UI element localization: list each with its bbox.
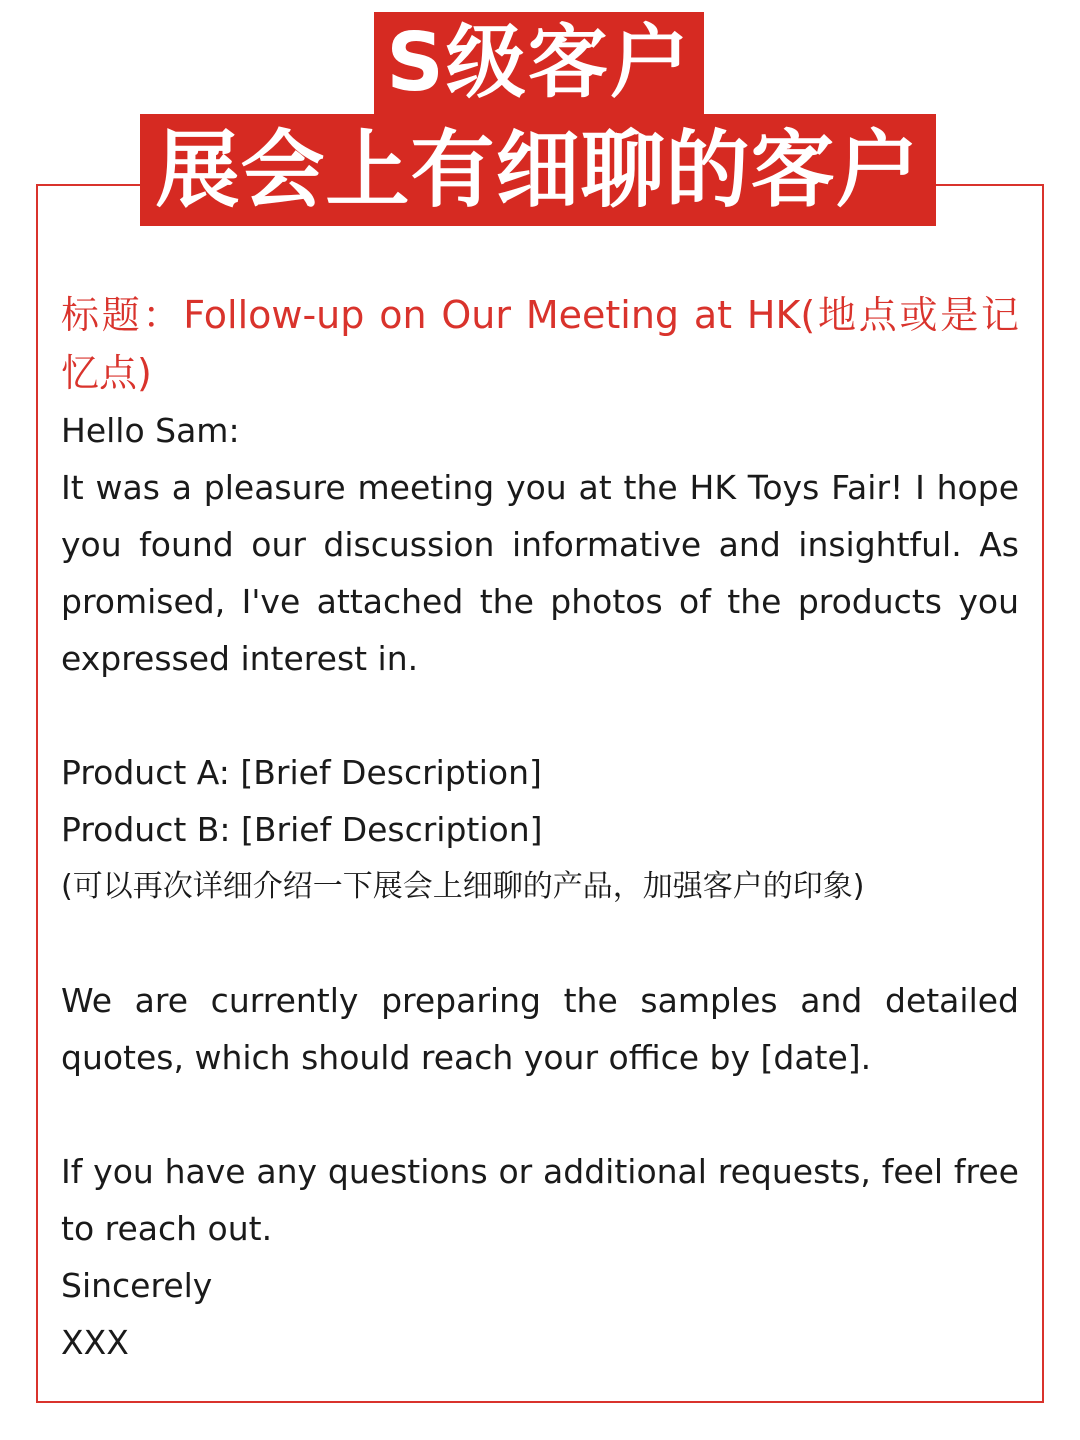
title-banner-top: S级客户 [374, 12, 704, 114]
spacer [61, 915, 1019, 972]
email-subject: 标题：Follow-up on Our Meeting at HK(地点或是记忆点) [61, 293, 1019, 395]
product-note: (可以再次详细介绍一下展会上细聊的产品，加强客户的印象) [61, 869, 865, 904]
title-banner-bottom: 展会上有细聊的客户 [140, 114, 936, 226]
email-body [61, 286, 1019, 1371]
spacer [61, 687, 1019, 744]
email-paragraph-samples: We are currently preparing the samples and detailed quotes, which should reach your office by [date]. [61, 981, 1019, 1077]
product-b-line: Product B: [Brief Description] [61, 810, 543, 849]
email-paragraph-intro: It was a pleasure meeting you at the HK Toys Fair! I hope you found our discussion informative and insightful. As promised, I've attached the photos of the products you expressed interest in. [61, 468, 1019, 678]
email-closing: Sincerely [61, 1266, 213, 1305]
product-a-line: Product A: [Brief Description] [61, 753, 542, 792]
email-paragraph-contact: If you have any questions or additional requests, feel free to reach out. [61, 1152, 1019, 1248]
email-greeting: Hello Sam: [61, 411, 240, 450]
email-signature: XXX [61, 1323, 129, 1362]
spacer [61, 1086, 1019, 1143]
